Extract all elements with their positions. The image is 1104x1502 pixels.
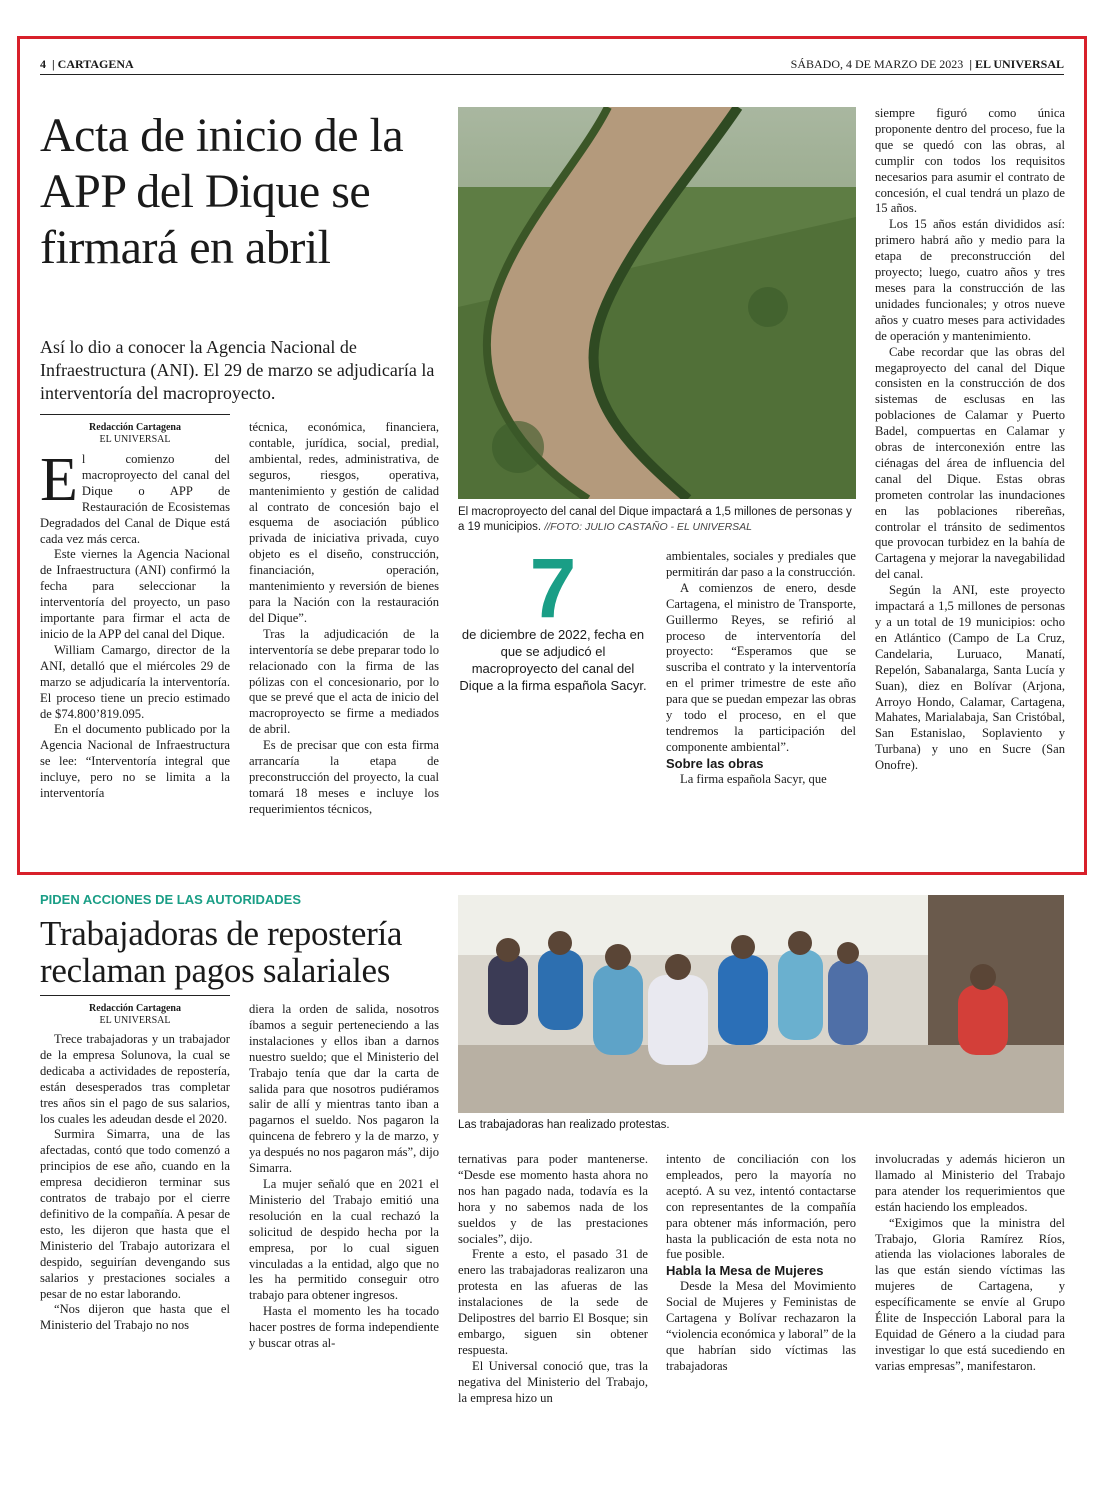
page-header-left: 4 | CARTAGENA [40,57,134,71]
article1-column-4 [875,106,1065,774]
newspaper-name: EL UNIVERSAL [974,57,1064,71]
paragraph: Tras la adjudicación de la interventoría se debe preparar todo lo relacionado con la firma de las pólizas con el concesionario, por lo que se prevé que el acta de inicio del macroproyecto se firme a mediados de abril. [249,626,439,737]
article2-column-5 [875,1152,1065,1375]
byline-rule [40,995,230,996]
subhead-sobre-las-obras: Sobre las obras [666,755,764,771]
protest-illustration [458,895,1064,1113]
paragraph: La firma española Sacyr, que [680,771,827,786]
article2-photo-caption: Las trabajadoras han realizado protestas. [458,1119,670,1131]
paragraph: ambientales, sociales y prediales que permitirán dar paso a la construcción. [666,549,856,579]
paragraph: intento de conciliación con los empleados, pero la mayoría no aceptó. A su vez, intentó contactarse con representantes de la compañía para obtener más información, pero hasta la publicación de esta nota no fue posible. [666,1152,856,1262]
photo-credit: //FOTO: JULIO CASTAÑO - EL UNIVERSAL [544,521,753,533]
paragraph: En el documento publicado por la Agencia Nacional de Infraestructura se lee: “Interventoría integral que incluye, pero no se limita a la interventoría [40,722,230,801]
paragraph: Desde la Mesa del Movimiento Social de Mujeres y Feministas de Cartagena y Bolívar rechazaron la “violencia económica y laboral” de la que habrían sido víctimas las trabajadoras [666,1279,856,1373]
paragraph: Los 15 años están divididos así: primero habrá año y medio para la etapa de preconstrucción del proyecto; luego, cuatro años y tres meses para la construcción de las unidades funcionales; y otros nueve años y cuatro meses para actividades de operación y mantenimiento. [875,217,1065,343]
paragraph: diera la orden de salida, nosotros íbamos a seguir perteneciendo a las instalaciones y ellos iban a darnos nuestro sueldo; que el Ministerio del Trabajo tenía que dar la carta de salida para que nosotros pudiéramos salir de allí y mientras tanto iban a pagarnos el sueldo. Nos pagaron la quincena de febrero y la de marzo, y ya después no nos pagaron más”, dijo Simarra. [249,1002,439,1176]
paragraph: William Camargo, director de la ANI, detalló que el miércoles 29 de marzo se adjudicaría la interventoría. El proceso tiene un precio estimado de $74.800’819.095. [40,642,230,721]
article2-byline [40,1003,230,1027]
byline-name: Redacción Cartagena [89,422,181,433]
article2-column-2 [249,1002,439,1352]
paragraph: “Exigimos que la ministra del Trabajo, Gloria Ramírez Ríos, atienda las violaciones laborales de las que están siendo víctimas las mujeres de Cartagena, y específicamente se envíe al Grupo Élite de Inspección Laboral para la Equidad de Género a la ciudad para investigar lo que está sucediendo en varias empresas”, manifestaron. [875,1215,1065,1373]
drop-cap: E [40,446,78,514]
paragraph: El Universal conoció que, tras la negativa del Ministerio del Trabajo, la empresa hizo un [458,1358,648,1405]
article1-column-1 [40,446,230,802]
paragraph: “Nos dijeron que hasta que el Ministerio del Trabajo no nos [40,1302,230,1333]
paragraph: El comienzo del macroproyecto del canal del Dique o APP de Restauración de Ecosistemas Degradados del Canal de Dique está cada vez más cerca. [40,446,230,546]
paragraph: A comienzos de enero, desde Cartagena, el ministro de Transporte, Guillermo Reyes, se refirió al proceso de interventoría del proyecto: “Esperamos que se suscriba el contrato y la interventoría en el primer trimestre de este año para que se puedan empezar las obras y todo el proceso, en el que tendremos la participación del componente ambiental”. [666,580,856,754]
paragraph: Este viernes la Agencia Nacional de Infraestructura (ANI) confirmó la fecha para seleccionar la interventoría del proyecto, un paso importante para firmar el acta de inicio de la APP del canal del Dique. [40,547,230,641]
header-rule [40,74,1064,75]
subhead-habla-la-mesa: Habla la Mesa de Mujeres [666,1263,824,1279]
paragraph: involucradas y además hicieron un llamado al Ministerio del Trabajo para atender los requerimientos que están haciendo los empleados. [875,1152,1065,1214]
canal-aerial-photo [458,107,856,499]
article1-deck: Así lo dio a conocer la Agencia Nacional de Infraestructura (ANI). El 29 de marzo se adjudicaría la interventoría del macroproyecto. [40,337,435,403]
paragraph: siempre figuró como única proponente dentro del proceso, fue la que se quedó con las obras, al cumplir con todos los requisitos necesarios para asumir el contrato de concesión, el cual tendrá un plazo de 15 años. [875,106,1065,216]
page-number: 4 [40,57,46,71]
paragraph: Cabe recordar que las obras del megaproyecto del canal del Dique consisten en la construcción de dos sistemas de esclusas en las poblaciones de Calamar y Puerto Badel, compuertas en Calamar y obras de interconexión entre las ciénagas del área de influencia del canal del Dique. Estas obras prometen controlar las inundaciones en las poblaciones ribereñas, controlar el tránsito de sedimentos que provocan turbidez en la bahía de Cartagena y mejorar la navegabilidad del canal. [875,344,1065,582]
highlight-text: de diciembre de 2022, fecha en que se adjudicó el macroproyecto del canal del Dique a la firma española Sacyr. [459,627,647,693]
article1-headline: Acta de inicio de la APP del Dique se firmará en abril [40,109,404,274]
byline-org: EL UNIVERSAL [99,1015,171,1026]
paragraph: ternativas para poder mantenerse. “Desde ese momento hasta ahora no nos han pagado nada, todavía es la hora y no sabemos nada de los sueldos y de las prestaciones sociales”, dijo. [458,1152,648,1246]
paragraph: Surmira Simarra, una de las afectadas, contó que todo comenzó a principios de ese año, cuando en la empresa decidieron terminar sus contratos de trabajo por el cierre definitivo de la compañía. A pesar de esto, les dijeron que hasta que el Ministerio del Trabajo autorizara el despido, seguirían devengando sus salarios y prestaciones sociales a pesar de no estar laborando. [40,1127,230,1301]
highlight-number: 7 [529,541,577,635]
paragraph: Frente a esto, el pasado 31 de enero las trabajadoras realizaron una protesta en las afueras de las instalaciones de la sede de Delipostres del barrio El Bosque; sin embargo, siguen sin obtener respuesta. [458,1247,648,1357]
article2-headline: Trabajadoras de repostería reclaman pagos salariales [40,914,403,990]
paragraph: técnica, económica, financiera, contable, jurídica, social, predial, ambiental, redes, administrativa, de seguros, riesgos, operativa, mantenimiento y gestión de calidad al contrato de concesión bajo el esquema de asociación público privada de iniciativa privada, cuyo objeto es el diseño, construcción, financiación, operación, mantenimiento y reversión de bienes para la Nación con la restauración del Dique”. [249,420,439,625]
article1-column-2 [249,420,439,818]
protest-photo [458,895,1064,1113]
article1-photo-caption: El macroproyecto del canal del Dique impactará a 1,5 millones de personas y a 19 municipios. //FOTO: JULIO CASTAÑO - EL UNIVERSAL [458,506,852,533]
river-illustration [458,107,856,499]
paragraph: Según la ANI, este proyecto impactará a 1,5 millones de personas y a un total de 19 municipios: ocho en Atlántico (Campo de La Cruz, Candelaria, Luruaco, Manatí, Repelón, Sabanalarga, Santa Lucía y Suan), diez en Bolívar (Arjona, Arroyo Hondo, Calamar, Cartagena, Mahates, Marialabaja, San Cristóbal, San Estanislao, Soplaviento y Turbana) y uno en Sucre (San Onofre). [875,583,1065,773]
byline-org: EL UNIVERSAL [99,434,171,445]
paragraph: Trece trabajadoras y un trabajador de la empresa Solunova, la cual se dedicaba a actividades de repostería, están desesperados tras completar tres años sin el pago de sus salarios, los cuales les adeudan desde el 2020. [40,1032,230,1126]
article2-column-4 [666,1152,856,1375]
article1-column-3 [666,549,856,788]
paragraph: La mujer señaló que en 2021 el Ministerio del Trabajo emitió una resolución en la cual rechazó la solicitud de despido hecha por la empresa, por lo cual siguen vinculadas a la entidad, algo que no les ha permitido conseguir otro trabajo para obtener ingresos. [249,1176,439,1303]
article1-byline [40,422,230,446]
article2-kicker: PIDEN ACCIONES DE LAS AUTORIDADES [40,892,301,907]
page-header-right: SÁBADO, 4 DE MARZO DE 2023 | EL UNIVERSAL [790,57,1064,71]
byline-rule [40,414,230,415]
paragraph: Hasta el momento les ha tocado hacer postres de forma independiente y buscar otras al- [249,1304,439,1351]
section-name: CARTAGENA [57,57,134,71]
issue-date: SÁBADO, 4 DE MARZO DE 2023 [790,57,964,71]
byline-name: Redacción Cartagena [89,1003,181,1014]
article2-column-1 [40,1032,230,1334]
article2-column-3 [458,1152,648,1407]
paragraph: Es de precisar que con esta firma arrancaría la etapa de preconstrucción del proyecto, la cual tomará 18 meses e incluye los requerimientos técnicos, [249,738,439,816]
